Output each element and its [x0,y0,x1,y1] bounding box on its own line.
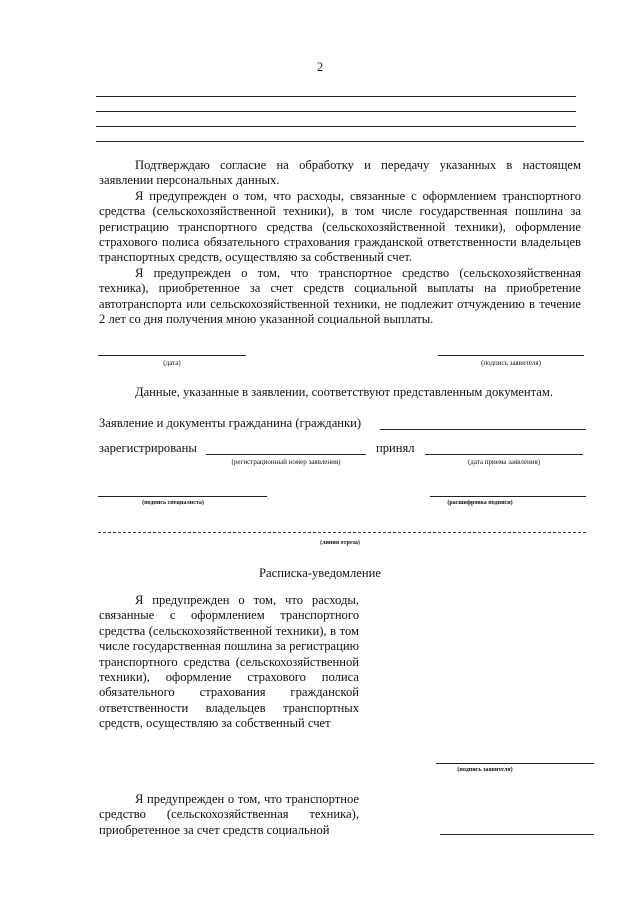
receipt-applicant-signature-label: (подпись заявителя) [457,767,513,773]
cut-line [98,532,586,533]
verification-text: Данные, указанные в заявлении, соответствуют представленным документам. [135,385,553,399]
decoding-line [430,496,586,497]
reg-number-label: (регистрационный номер заявления) [231,458,341,466]
expenses-warning-paragraph: Я предупрежден о том, что расходы, связанные с оформлением транспортного средства (сельскохозяйственной техники), в том числе государственная пошлина за регистрацию транспортного средства (сельскохозяйственной техники), оформление страхового полиса обязательного страхования гражданской ответственности владельцев транспортных средств, осуществляю за собственный счет. [99,188,581,265]
receipt-paragraph-1 [99,593,359,732]
receipt-applicant-signature-line [436,763,594,764]
applicant-signature-line [438,355,584,356]
reg-number-line [206,454,366,455]
receipt-expenses-paragraph: Я предупрежден о том, что расходы, связанные с оформлением транспортного средства (сельскохозяйственной техники), в том числе государственная пошлина за регистрацию транспортного средства (сельскохозяйственной техники), оформление страхового полиса обязательного страхования гражданской ответственности владельцев транспортных средств, осуществляю за собственный счет [99,593,359,731]
accept-date-label: (дата приема заявления) [467,458,541,466]
date-line [98,355,246,356]
consent-block [99,158,581,327]
receipt-bottom-line [440,834,594,835]
blank-line-2 [96,111,576,112]
citizen-name-line [380,429,586,430]
accepted-text: принял [376,441,415,455]
receipt-alienation-paragraph: Я предупрежден о том, что транспортное средство (сельскохозяйственная техника), приобретенное за счет средств социальной [99,792,359,837]
blank-line-3 [96,126,576,127]
consent-paragraph: Подтверждаю согласие на обработку и передачу указанных в настоящем заявлении персональных данных. [99,158,581,188]
registration-line-text: Заявление и документы гражданина (гражданки) [99,416,362,430]
blank-line-4 [96,141,584,142]
receipt-title: Расписка-уведомление [259,566,381,580]
receipt-paragraph-2 [99,792,359,838]
date-label: (дата) [163,359,181,367]
blank-line-1 [96,96,576,97]
registered-text: зарегистрированы [99,441,197,455]
specialist-signature-label: (подпись специалиста) [142,500,204,506]
decoding-label: (расшифровка подписи) [447,500,513,506]
alienation-warning-paragraph: Я предупрежден о том, что транспортное средство (сельскохозяйственная техника), приобретенное за счет средств социальной выплаты на приобретение автотранспорта или сельскохозяйственной техники, не подлежит отчуждению в течение 2 лет со дня получения мною указанной социальной выплаты. [99,265,581,327]
specialist-signature-line [98,496,267,497]
page-number: 2 [316,60,324,74]
applicant-signature-label: (подпись заявителя) [481,359,541,367]
accept-date-line [425,454,583,455]
cut-line-label: (линия отреза) [320,540,360,546]
